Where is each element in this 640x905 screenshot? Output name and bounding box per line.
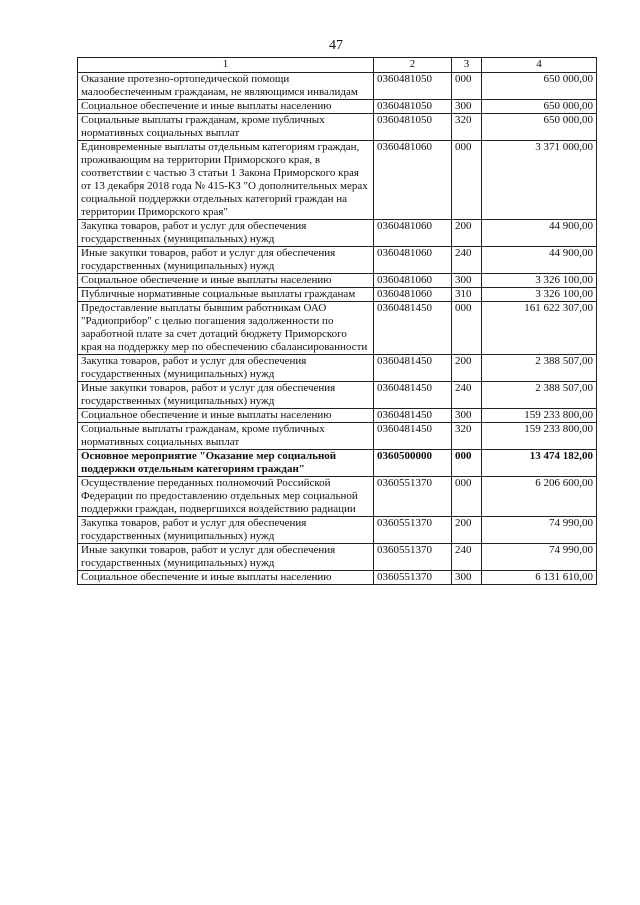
table-row: [78, 220, 597, 247]
code-cell: 0360481450: [374, 423, 452, 450]
table-header-row: [78, 58, 597, 73]
type-cell: 300: [452, 274, 482, 288]
table-row: [78, 477, 597, 517]
name-cell: Иные закупки товаров, работ и услуг для обеспечения государственных (муниципальных) нужд: [78, 382, 374, 409]
table-row: [78, 114, 597, 141]
table-row: [78, 450, 597, 477]
name-cell: Закупка товаров, работ и услуг для обеспечения государственных (муниципальных) нужд: [78, 355, 374, 382]
amount-cell: 74 990,00: [482, 517, 597, 544]
type-cell: 240: [452, 247, 482, 274]
table-row: [78, 302, 597, 355]
name-cell: Основное мероприятие "Оказание мер социальной поддержки отдельным категориям граждан": [78, 450, 374, 477]
type-cell: 000: [452, 141, 482, 220]
page-number: 47: [329, 38, 343, 53]
table-row: [78, 409, 597, 423]
table-row: [78, 274, 597, 288]
name-cell: Социальное обеспечение и иные выплаты населению: [78, 274, 374, 288]
amount-cell: 650 000,00: [482, 114, 597, 141]
name-cell: Социальное обеспечение и иные выплаты населению: [78, 409, 374, 423]
amount-cell: 13 474 182,00: [482, 450, 597, 477]
table-row: [78, 544, 597, 571]
type-cell: 320: [452, 114, 482, 141]
amount-cell: 3 371 000,00: [482, 141, 597, 220]
table-row: [78, 355, 597, 382]
name-cell: Социальные выплаты гражданам, кроме публичных нормативных социальных выплат: [78, 114, 374, 141]
amount-cell: 2 388 507,00: [482, 382, 597, 409]
code-cell: 0360481450: [374, 382, 452, 409]
code-cell: 0360481060: [374, 274, 452, 288]
type-cell: 200: [452, 355, 482, 382]
name-cell: Закупка товаров, работ и услуг для обеспечения государственных (муниципальных) нужд: [78, 220, 374, 247]
type-cell: 000: [452, 73, 482, 100]
name-cell: Осуществление переданных полномочий Российской Федерации по предоставлению отдельных мер социальной поддержки граждан, подвергшихся воздействию радиации: [78, 477, 374, 517]
amount-cell: 3 326 100,00: [482, 288, 597, 302]
amount-cell: 2 388 507,00: [482, 355, 597, 382]
amount-cell: 74 990,00: [482, 544, 597, 571]
name-cell: Единовременные выплаты отдельным категориям граждан, проживающим на территории Приморского края, в соответствии с частью 3 статьи 1 Закона Приморского края от 13 декабря 2018 года № 415-КЗ "О дополнительных мерах социальной поддержки отдельных категорий граждан на территории Приморского края": [78, 141, 374, 220]
type-cell: 310: [452, 288, 482, 302]
type-cell: 300: [452, 100, 482, 114]
name-cell: Публичные нормативные социальные выплаты гражданам: [78, 288, 374, 302]
amount-cell: 161 622 307,00: [482, 302, 597, 355]
table-row: [78, 247, 597, 274]
name-cell: Иные закупки товаров, работ и услуг для обеспечения государственных (муниципальных) нужд: [78, 247, 374, 274]
amount-cell: 159 233 800,00: [482, 409, 597, 423]
table-row: [78, 571, 597, 585]
amount-cell: 6 206 600,00: [482, 477, 597, 517]
amount-cell: 6 131 610,00: [482, 571, 597, 585]
type-cell: 320: [452, 423, 482, 450]
name-cell: Закупка товаров, работ и услуг для обеспечения государственных (муниципальных) нужд: [78, 517, 374, 544]
type-cell: 000: [452, 450, 482, 477]
code-cell: 0360481060: [374, 220, 452, 247]
type-cell: 200: [452, 220, 482, 247]
name-cell: Социальное обеспечение и иные выплаты населению: [78, 571, 374, 585]
code-cell: 0360481060: [374, 141, 452, 220]
code-cell: 0360481060: [374, 247, 452, 274]
name-cell: Предоставление выплаты бывшим работникам ОАО "Радиоприбор" с целью погашения задолженности по заработной плате за счет дотаций бюджету Приморского края на поддержку мер по обеспечению сбалансированности: [78, 302, 374, 355]
amount-cell: 3 326 100,00: [482, 274, 597, 288]
code-cell: 0360481050: [374, 114, 452, 141]
code-cell: 0360481060: [374, 288, 452, 302]
amount-cell: 44 900,00: [482, 247, 597, 274]
code-cell: 0360481450: [374, 302, 452, 355]
type-cell: 240: [452, 544, 482, 571]
name-cell: Социальное обеспечение и иные выплаты населению: [78, 100, 374, 114]
code-cell: 0360481450: [374, 355, 452, 382]
type-cell: 240: [452, 382, 482, 409]
table-body: [78, 73, 597, 585]
type-cell: 200: [452, 517, 482, 544]
code-cell: 0360551370: [374, 517, 452, 544]
table-row: [78, 382, 597, 409]
name-cell: Оказание протезно-ортопедической помощи малообеспеченным гражданам, не являющимся инвалидам: [78, 73, 374, 100]
name-cell: Социальные выплаты гражданам, кроме публичных нормативных социальных выплат: [78, 423, 374, 450]
type-cell: 000: [452, 477, 482, 517]
type-cell: 300: [452, 571, 482, 585]
amount-cell: 159 233 800,00: [482, 423, 597, 450]
code-cell: 0360481450: [374, 409, 452, 423]
column-header-4: 4: [482, 58, 597, 73]
table-row: [78, 73, 597, 100]
code-cell: 0360481050: [374, 73, 452, 100]
code-cell: 0360481050: [374, 100, 452, 114]
table-row: [78, 517, 597, 544]
code-cell: 0360551370: [374, 571, 452, 585]
column-header-2: 2: [374, 58, 452, 73]
table-row: [78, 423, 597, 450]
amount-cell: 650 000,00: [482, 100, 597, 114]
table-row: [78, 100, 597, 114]
amount-cell: 650 000,00: [482, 73, 597, 100]
amount-cell: 44 900,00: [482, 220, 597, 247]
name-cell: Иные закупки товаров, работ и услуг для обеспечения государственных (муниципальных) нужд: [78, 544, 374, 571]
type-cell: 300: [452, 409, 482, 423]
budget-table: [77, 57, 597, 585]
column-header-1: 1: [78, 58, 374, 73]
table-row: [78, 141, 597, 220]
code-cell: 0360551370: [374, 477, 452, 517]
type-cell: 000: [452, 302, 482, 355]
table-row: [78, 288, 597, 302]
code-cell: 0360551370: [374, 544, 452, 571]
code-cell: 0360500000: [374, 450, 452, 477]
column-header-3: 3: [452, 58, 482, 73]
